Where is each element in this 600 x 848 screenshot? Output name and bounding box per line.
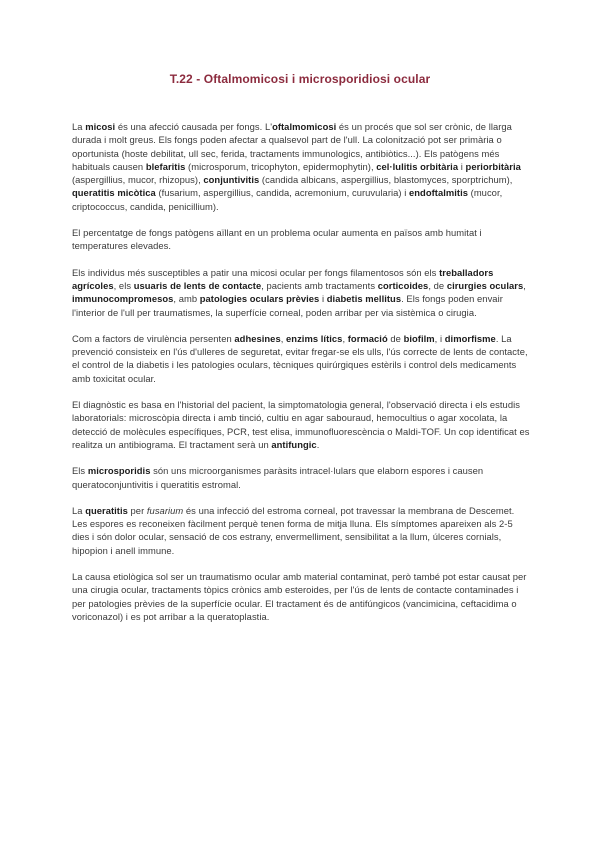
term-adhesines: adhesines [234,332,281,344]
term-dimorfisme: dimorfisme [444,332,496,344]
paragraph-percentatge: El percentatge de fongs patògens aïllant en un problema ocular aumenta en països amb humitat i temperatures elevades. [72,227,482,252]
term-antifungic: antifungic [271,438,317,450]
term-cirurgies-oculars: cirurgies oculars [446,279,524,291]
paragraph-microsporidis: Els microsporidis són uns microorganismes paràsits intracel·lulars que elaborn espores i causen queratoconjuntivitis i queratitis estromal. [72,465,484,490]
term-blefaritis: blefaritis [145,160,186,172]
term-queratitis: queratitis [85,504,128,516]
term-queratitis-micotica: queratitis micòtica [72,187,156,199]
term-biofilm: biofilm [403,332,435,344]
paragraph-causa-etiologica: La causa etiològica sol ser un traumatismo ocular amb material contaminat, però també pot estar causat per una cirugia ocular, tractaments tòpics crònics amb esteroides, per l'ús de lents de contacte contaminades i per patologies prèvies de la superfície ocular. El tractament és de antifúngicos (vancimicina, ceftacidima o voriconazol) i es pot arribar a la queratoplastia. [72,571,527,622]
paragraph-susceptibles: Els individus més susceptibles a patir una micosi ocular per fongs filamentosos són els treballadors agrícoles, els usuaris de lents de contacte, pacients amb tractaments corticoides, de cirurgies oculars, immunocompromesos, amb patologies oculars prèvies i diabetis mellitus. Els fongs poden envair l'interior de l'ull per traumatismes, la superfície corneal, poden arribar per via sistèmica o cirugia. [72,266,526,318]
paragraph-diagnostic: El diagnòstic es basa en l'historial del pacient, la simptomatologia general, l'observació directa i els estudis laboratorials: microscòpia directa i amb tinció, cultiu en agar sabouraud, hemocultius o agar xocolata, la detecció de molècules específiques, PCR, test elisa, immunofluorescència o Maldi-TOF. Un cop identificat es realitza un antibiograma. El tractament serà un antifungic. [72,399,530,450]
term-microsporidis: microsporidis [87,465,151,477]
term-cellulitis-orbitaria: cel·lulitis orbitària [376,160,459,172]
term-formacio: formació [347,332,388,344]
paragraph-micosi-intro: La micosi és una afecció causada per fongs. L'oftalmomicosi és un procés que sol ser crònic, de llarga durada i molt greus. Els fongs poden afectar a qualsevol part de l'ull. La colonització pot ser primària o oportunista (hoste debilitat, ull sec, ferida, tractaments immunologics, antibiòtics...). Els patògens més habituals causen blefaritis (microsporum, tricophyton, epidermophytin), cel·lulitis orbitària i periorbitària (aspergillius, mucor, rhizopus), conjuntivitis (candida albicans, aspergillius, blastomyces, sporptrichum), queratitis micòtica (fusarium, aspergillius, candida, acremonium, curuvularia) i endoftalmitis (mucor, criptococcus, candida, penicillium). [72,121,521,212]
term-diabetis-mellitus: diabetis mellitus [326,293,402,305]
paragraph-virulencia: Com a factors de virulència persenten adhesines, enzims lítics, formació de biofilm, i dimorfisme. La prevenció consisteix en l'ús d'ulleres de seguretat, evitar fregar-se els ulls, l'ús correcte de lents de contacte, el control de la diabetis i les patologies oculars, tècniques quirúrgiques estèrils i control dels medicaments amb toxicitat ocular. [72,332,528,384]
term-treballadors-agricoles: treballadors agrícoles [72,266,494,291]
term-patologies-previes: patologies oculars prèvies [199,293,320,305]
paragraph-queratitis-fusarium: La queratitis per fusarium és una infecció del estroma corneal, pot travessar la membrana de Descemet. Les espores es reconeixen fàcilment perquè tenen forma de mitja lluna. Els símptomes apareixen als 2-5 dies i són dolor ocular, sensació de cos estrany, envermelliment, sensibilitat a la llum, úlceres cornials, hipopion i anell immune. [72,504,515,556]
term-fusarium: fusarium [146,504,184,516]
term-immunocompromesos: immunocompromesos [72,293,174,305]
term-periorbitaria: periorbitària [465,160,521,172]
term-micosi: micosi [85,121,116,132]
term-conjuntivitis: conjuntivitis [203,174,260,186]
term-corticoides: corticoides [377,279,429,291]
term-enzims-litics: enzims lítics [286,332,343,344]
document-title: T.22 - Oftalmomicosi i microsporidiosi ocular [169,72,431,86]
term-usuaris-lents: usuaris de lents de contacte [133,279,262,291]
document-body [72,120,530,636]
term-endoftalmitis: endoftalmitis [409,187,468,199]
term-oftalmomicosi: oftalmomicosi [272,121,337,132]
